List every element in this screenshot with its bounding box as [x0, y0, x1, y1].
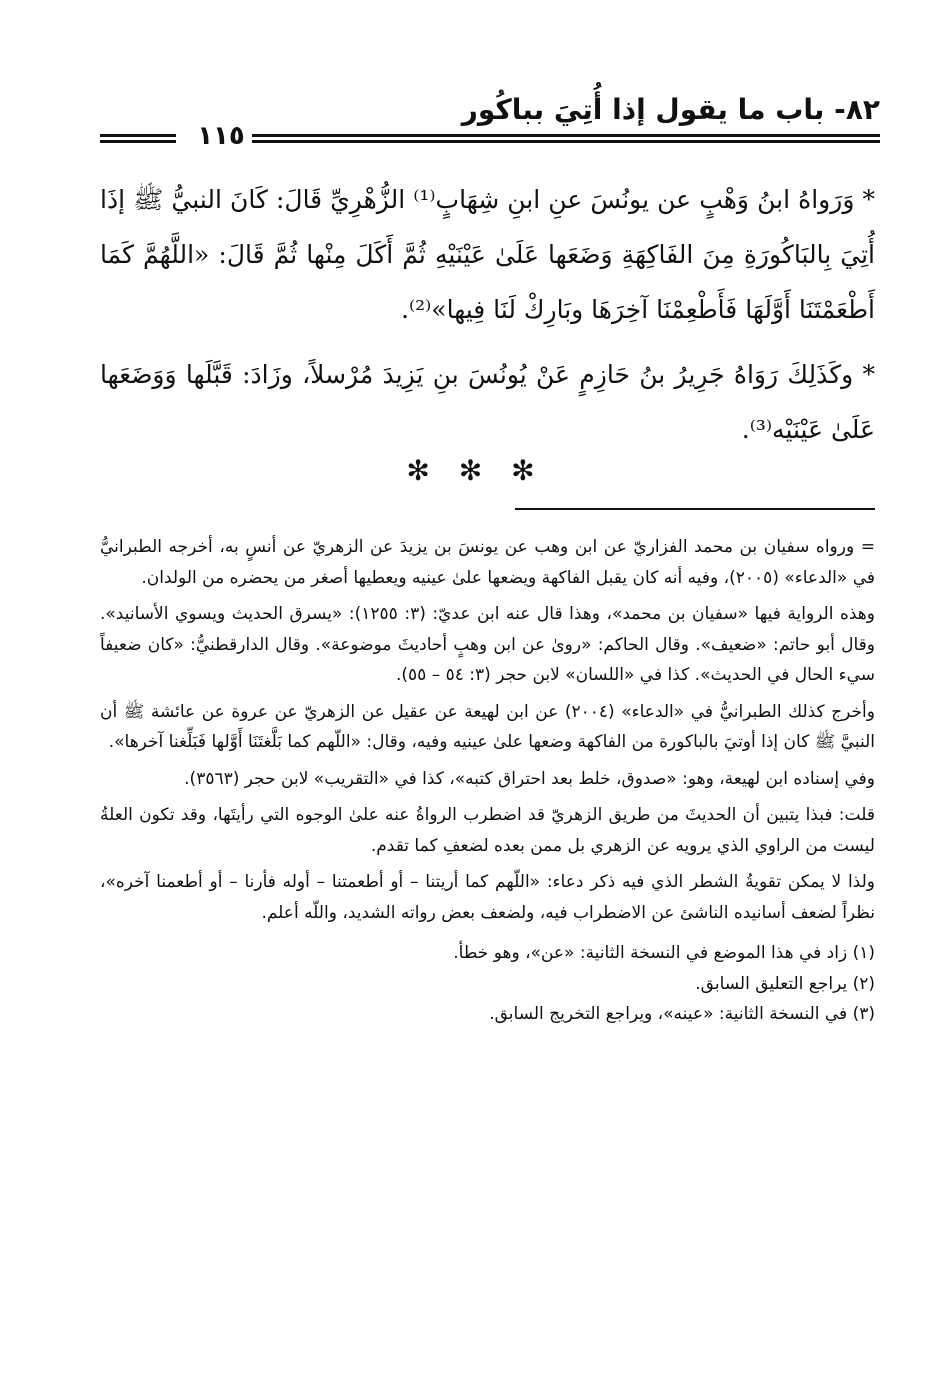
header-rule-left [100, 134, 176, 143]
note-paragraph: وفي إسناده ابن لهيعة، وهو: «صدوق، خلط بعد احتراق كتبه»، كذا في «التقريب» لابن حجر (٣٥٦٣). [184, 768, 875, 789]
page-header [100, 92, 880, 152]
main-paragraph: * وكَذَلِكَ رَوَاهُ جَرِيرُ بنُ حَازِمٍ عَنْ يُونُسَ بنِ يَزِيدَ مُرْسلاً، وزَادَ: قَبَّلَها وَوَضَعَها عَلَىٰ عَيْنَيْه⁽³⁾. [100, 360, 875, 444]
main-text [100, 172, 875, 457]
section-divider: ✻ ✻ ✻ [406, 454, 545, 487]
page-number: ١١٥ [197, 121, 245, 151]
note-paragraph: وهذه الرواية فيها «سفيان بن محمد»، وهذا قال عنه ابن عديّ: (٣: ١٢٥٥): «يسرق الحديث ويسوي الأسانيد». وقال أبو حاتم: «ضعيف». وقال الحاكم: «روىٰ عن ابن وهبٍ أحاديثَ موضوعة». وقال الدارقطنيُّ: «كان ضعيفاً سيء الحال في الحديث». كذا في «اللسان» لابن حجر (٣: ٥٤ – ٥٥). [100, 604, 875, 685]
note-paragraph: قلت: فبذا يتبين أن الحديثَ من طريق الزهريّ قد اضطرب الرواةُ عنه علىٰ الوجوه التي رأيتَها، وقد تكون العلةُ ليست من الراوي الذي يرويه عن الزهري بل ممن بعده لضعفِ كما تقدم. [100, 805, 875, 856]
note-paragraph: وأخرج كذلك الطبرانيُّ في «الدعاء» (٢٠٠٤) عن ابن لهيعة عن عقيل عن الزهريّ عن عروة عن عائشة ﷺ أن النبيَّ ﷺ كان إذا أوتيَ بالباكورة من الفاكهة وضعها علىٰ عينيه وفيه، وقال: «اللّهم كما بَلَّغتَنَا أَوَّلها فَبَلِّغنا آخرها». [100, 701, 875, 752]
footnote-item: (٣) في النسخة الثانية: «عينه»، ويراجع التخريج السابق. [489, 1004, 875, 1024]
main-paragraph: * وَرَواهُ ابنُ وَهْبٍ عن يونُسَ عنِ ابنِ شِهَابٍ⁽¹⁾ الزُّهْرِيِّ قَالَ: كَانَ النبيُّ ﷺ إذَا أُتِيَ بِالبَاكُورَةِ مِنَ الفَاكِهَةِ وَضَعَها عَلَىٰ عَيْنَيْهِ ثُمَّ أَكَلَ مِنْها ثُمَّ قَالَ: «اللَّهُمَّ كَمَا أَطْعَمْتَنَا أَوَّلَهَا فَأَطْعِمْنَا آخِرَهَا وبَارِكْ لَنَا فِيها»⁽²⁾. [100, 185, 875, 324]
footnote-separator [515, 508, 875, 510]
footnotes-area [100, 532, 875, 1030]
footnote-item: (٢) يراجع التعليق السابق. [695, 973, 875, 994]
header-rule-right [252, 134, 880, 143]
chapter-title: ٨٢- باب ما يقول إذا أُتِيَ بباكُور [461, 93, 880, 126]
note-paragraph: ولذا لا يمكن تقويةُ الشطر الذي فيه ذكر دعاء: «اللّهم كما أريتنا – أو أطعمتنا – أوله فأرنا – أو أطعمنا آخره»، نظراً لضعف أسانيده الناشئ عن الاضطراب فيه، ولضعف بعض رواته الشديد، واللّه أعلم. [100, 872, 875, 923]
footnote-list [100, 938, 875, 1030]
footnote-item: (١) زاد في هذا الموضع في النسخة الثانية: «عن»، وهو خطأ. [453, 943, 875, 963]
note-paragraph: = ورواه سفيان بن محمد الفزاريّ عن ابن وهب عن يونسَ بن يزيدَ عن الزهريّ عن أنسٍ به، أخرجه الطبرانيُّ في «الدعاء» (٢٠٠٥)، وفيه أنه كان يقبل الفاكهة ويضعها علىٰ عينيه ويعطيها أصغر من يحضره من الولدان. [100, 537, 875, 588]
